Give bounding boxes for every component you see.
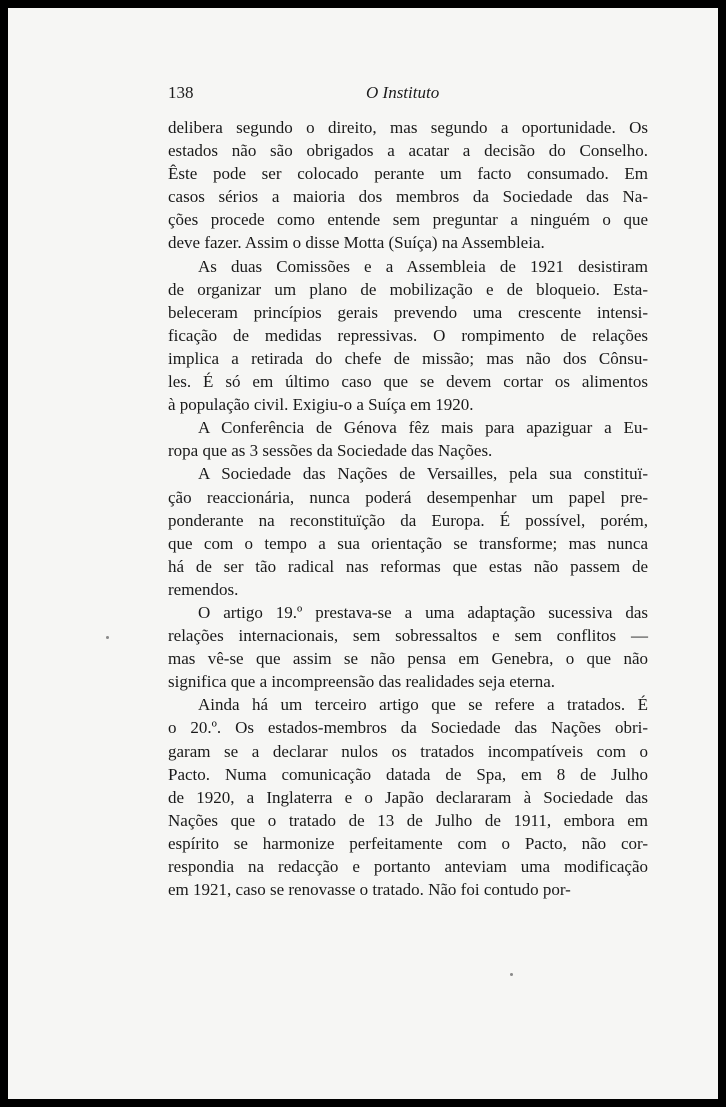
text-line: ficação de medidas repressivas. O rompimento de relações [168, 325, 648, 345]
text-line: mas vê-se que assim se não pensa em Genebra, o que não [168, 649, 648, 669]
text-line: espírito se harmonize perfeitamente com o Pacto, não cor- [168, 833, 648, 853]
text-line: implica a retirada do chefe de missão; mas não dos Cônsu- [168, 348, 648, 368]
text-line: ponderante na reconstituïção da Europa. É possível, porém, [168, 510, 648, 530]
text-line: Nações que o tratado de 13 de Julho de 1911, embora em [168, 810, 648, 830]
page-speck [106, 636, 109, 639]
text-line: As duas Comissões e a Assembleia de 1921 desistiram [198, 256, 648, 276]
text-line: O artigo 19.º prestava-se a uma adaptação sucessiva das [198, 602, 648, 622]
text-line: relações internacionais, sem sobressaltos e sem conflitos — [168, 626, 648, 646]
paragraph [168, 116, 648, 255]
text-line: Ainda há um terceiro artigo que se refere a tratados. É [198, 695, 648, 715]
text-line: beleceram princípios gerais prevendo uma crescente intensi- [168, 302, 648, 322]
paragraph [168, 693, 648, 901]
text-line: les. É só em último caso que se devem cortar os alimentos [168, 372, 648, 392]
paragraph [168, 255, 648, 417]
text-line: à população civil. Exigiu-o a Suíça em 1920. [168, 395, 474, 415]
paragraph [168, 462, 648, 601]
text-line: respondia na redacção e portanto anteviam uma modificação [168, 857, 648, 876]
text-line: ções procede como entende sem preguntar a ninguém o que [168, 210, 648, 230]
text-line: delibera segundo o direito, mas segundo a oportunidade. Os [168, 118, 648, 137]
running-title: O Instituto [366, 83, 440, 102]
text-line: Êste pode ser colocado perante um facto consumado. Em [168, 164, 648, 184]
book-page [8, 8, 718, 1099]
text-line: de 1920, a Inglaterra e o Japão declararam à Sociedade das [168, 787, 648, 807]
text-line: o 20.º. Os estados-membros da Sociedade das Nações obri- [168, 718, 648, 738]
paragraph [168, 416, 648, 462]
text-line: em 1921, caso se renovasse o tratado. Não foi contudo por- [168, 880, 571, 900]
text-line: A Sociedade das Nações de Versailles, pela sua constituï- [198, 464, 648, 484]
body-text [168, 116, 648, 901]
page-number: 138 [168, 83, 194, 102]
text-line: A Conferência de Génova fêz mais para apaziguar a Eu- [198, 418, 648, 438]
text-line: ropa que as 3 sessões da Sociedade das Nações. [168, 441, 493, 461]
text-line: que com o tempo a sua orientação se transforme; mas nunca [168, 533, 648, 553]
text-line: estados não são obrigados a acatar a decisão do Conselho. [168, 141, 648, 161]
page-header [168, 83, 648, 107]
text-line: casos sérios a maioria dos membros da Sociedade das Na- [168, 187, 648, 207]
text-line: ção reaccionária, nunca poderá desempenhar um papel pre- [168, 487, 648, 507]
text-line: de organizar um plano de mobilização e de bloqueio. Esta- [168, 279, 648, 299]
text-line: há de ser tão radical nas reformas que estas não passem de [168, 556, 648, 576]
text-line: significa que a incompreensão das realidades seja eterna. [168, 672, 556, 692]
text-line: remendos. [168, 579, 239, 599]
paragraph [168, 601, 648, 693]
text-line: deve fazer. Assim o disse Motta (Suíça) na Assembleia. [168, 233, 545, 253]
page-speck [510, 973, 513, 976]
text-line: garam se a declarar nulos os tratados incompatíveis com o [168, 741, 648, 761]
text-line: Pacto. Numa comunicação datada de Spa, em 8 de Julho [168, 764, 648, 784]
